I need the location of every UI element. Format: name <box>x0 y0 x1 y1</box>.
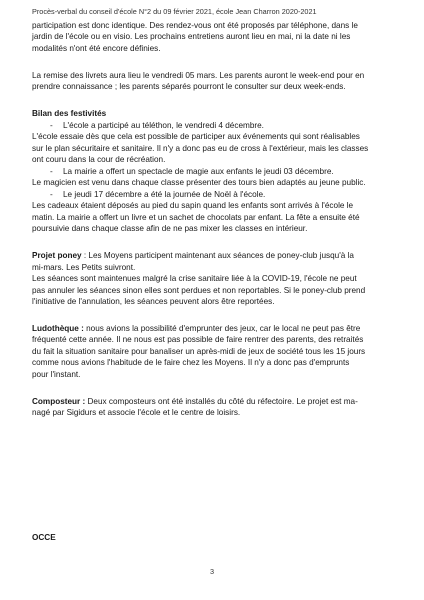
festivites-bullet-3: Le jeudi 17 décembre a été la journée de Noël à l'école. <box>63 190 266 199</box>
festivites-p3-line-3: poursuivie dans chaque classe afin de ne pas mixer les classes en intérieur. <box>32 224 308 233</box>
intro-line-2: jardin de l'école ou en visio. Les prochains entretiens auront lieu en mai, ni la date ni les <box>32 32 351 41</box>
festivites-p2-line-1: Le magicien est venu dans chaque classe présenter des tours bien adaptés au jeune public. <box>32 178 366 187</box>
ludotheque-line-5: pour l'instant. <box>32 370 81 379</box>
intro-line-3: modalités n'ont été encore définies. <box>32 44 161 53</box>
composteur-line-2: nagé par Sigidurs et associe l'école et le centre de loisirs. <box>32 408 241 417</box>
intro-line-1: participation est donc identique. Des rendez-vous ont été proposés par téléphone, dans le <box>32 21 358 30</box>
festivites-p3-line-1: Les cadeaux étaient déposés au pied du sapin quand les enfants sont arrivés à l'école le <box>32 201 354 210</box>
festivites-p3-line-2: matin. La mairie a offert un livre et un sachet de chocolats par enfant. La fête a ensuite été <box>32 213 360 222</box>
livrets-line-2: prendre connaissance ; les parents séparés pourront le consulter sur deux week-ends. <box>32 82 346 91</box>
ludotheque-line-1 <box>32 323 393 334</box>
bullet-dash: - <box>50 121 53 130</box>
ludotheque-line-1-text: nous avions la possibilité d'emprunter des jeux, car le local ne peut pas être <box>83 324 361 333</box>
composteur-title: Composteur : <box>32 397 86 406</box>
bullet-dash: - <box>50 167 53 176</box>
festivites-p1-line-2: sur le plan sécuritaire et sanitaire. Il n'y a donc pas eu de cross à l'extérieur, mais les classes <box>32 144 369 153</box>
poney-line-5: l'initiative de l'annulation, les séances peuvent alors être reportées. <box>32 297 275 306</box>
poney-line-4: pas annuler les séances sinon elles sont perdues et non reportables. Si le poney-club prend <box>32 286 366 295</box>
occe-title: OCCE <box>32 533 56 542</box>
composteur-line-1-text: Deux composteurs ont été installés du côté du réfectoire. Le projet est ma- <box>85 397 358 406</box>
ludotheque-line-2: fréquenté cette année. Il ne nous est pas possible de faire rentrer des parents, des retraités <box>32 335 364 344</box>
poney-line-2: mi-mars. Les Petits suivront. <box>32 263 136 272</box>
poney-line-1-text: : Les Moyens participent maintenant aux séances de poney-club jusqu'à la <box>81 251 354 260</box>
poney-line-1 <box>32 250 393 261</box>
composteur-line-1 <box>32 396 393 407</box>
livrets-line-1: La remise des livrets aura lieu le vendredi 05 mars. Les parents auront le week-end pour en <box>32 71 365 80</box>
ludotheque-line-3: du fait la situation sanitaire pour banaliser un après-midi de jeux de société tous les 15 jours <box>32 347 366 356</box>
page-header: Procès-verbal du conseil d'école N°2 du 09 février 2021, école Jean Charron 2020-2021 <box>32 7 317 16</box>
poney-title: Projet poney <box>32 251 82 260</box>
festivites-bullet-2: La mairie a offert un spectacle de magie aux enfants le jeudi 03 décembre. <box>63 167 334 176</box>
ludotheque-title: Ludothèque : <box>32 324 84 333</box>
ludotheque-line-4: comme nous avions l'habitude de le faire chez les Moyens. Il n'y a donc pas d'emprunts <box>32 358 350 367</box>
poney-line-3: Les séances sont maintenues malgré la crise sanitaire liée à la COVID-19, l'école ne peut <box>32 274 357 283</box>
festivites-bullet-1: L'école a participé au téléthon, le vendredi 4 décembre. <box>63 121 264 130</box>
festivites-title: Bilan des festivités <box>32 109 107 118</box>
festivites-p1-line-3: ont couru dans la cour de récréation. <box>32 155 166 164</box>
page-number: 3 <box>209 567 215 576</box>
bullet-dash: - <box>50 190 53 199</box>
festivites-p1-line-1: L'école essaie dès que cela est possible de participer aux événements qui sont réalisables <box>32 132 360 141</box>
